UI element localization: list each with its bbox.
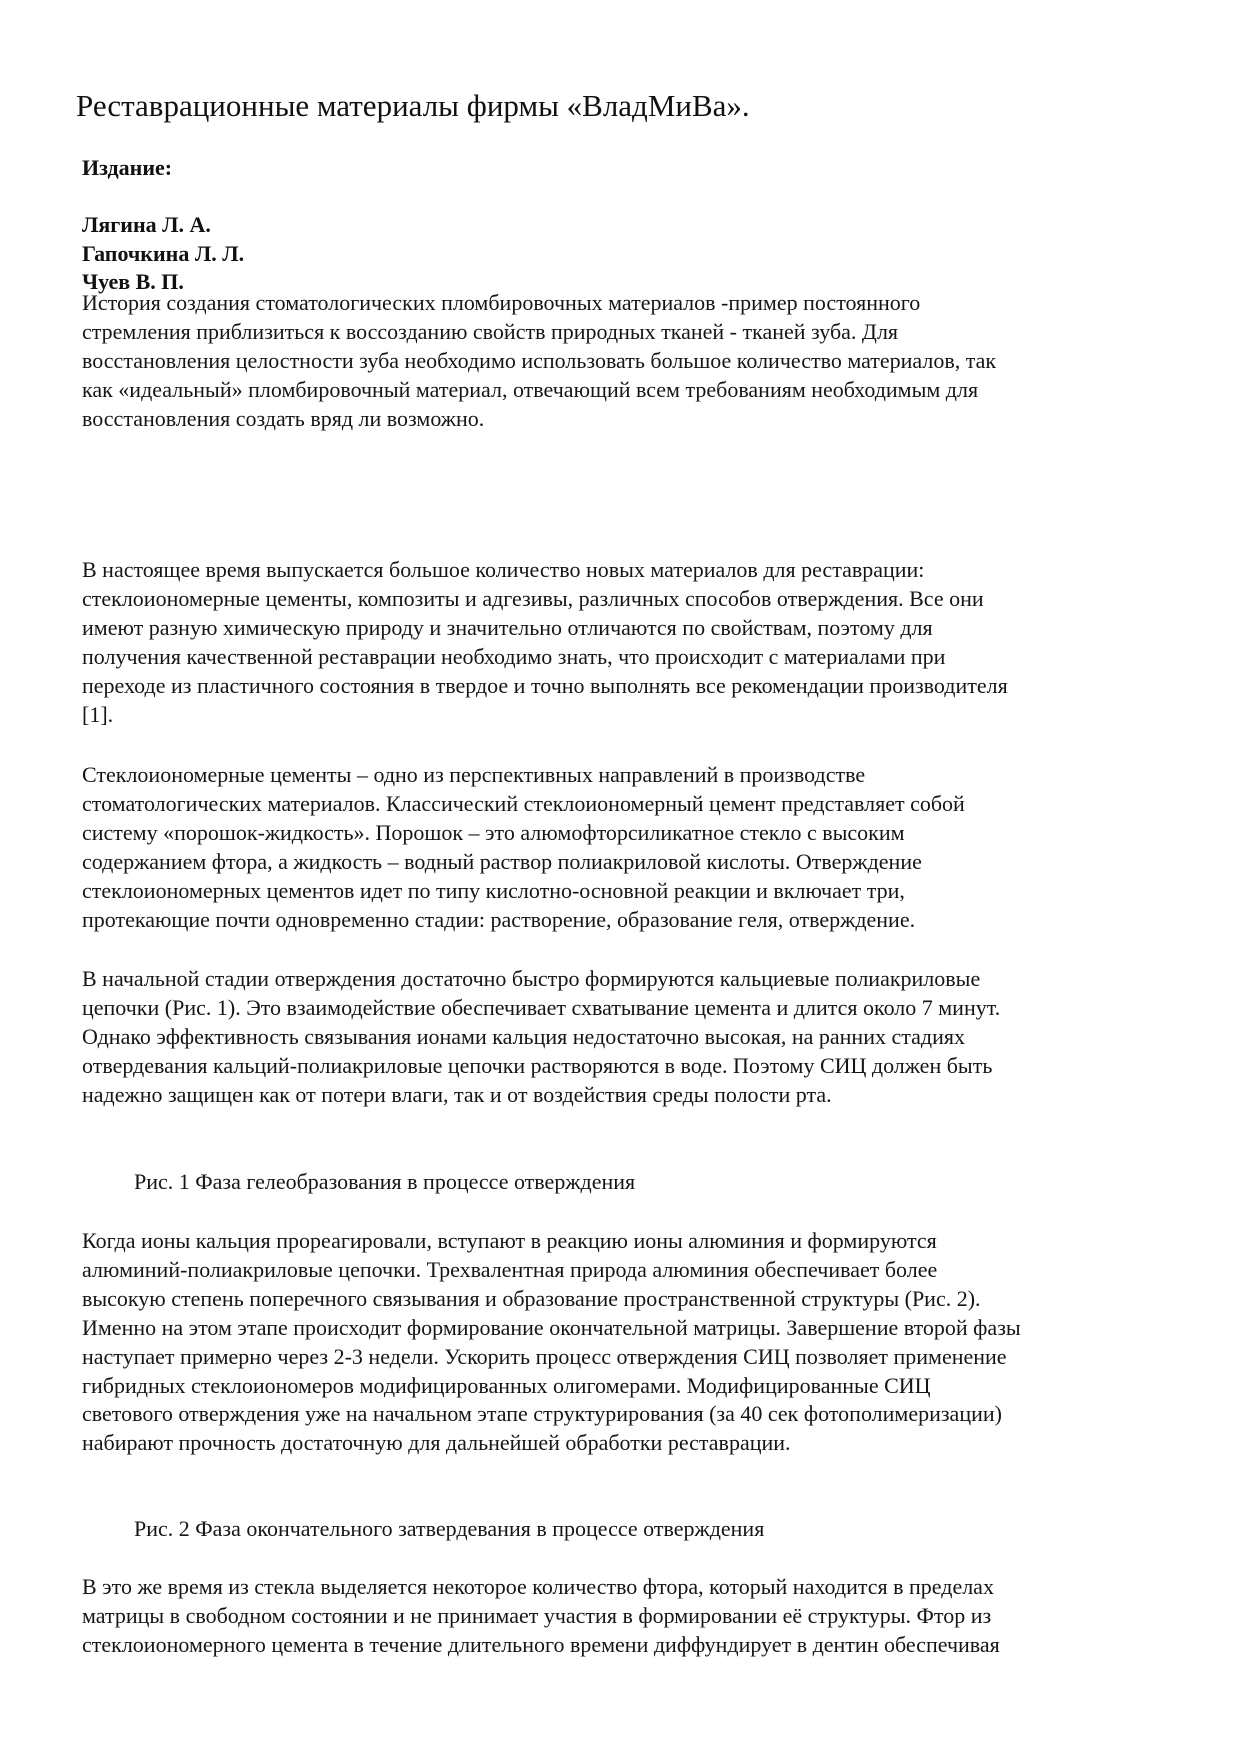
text-line: отвердевания кальций-полиакриловые цепочки растворяются в воде. Поэтому СИЦ должен быть bbox=[82, 1052, 993, 1078]
text-line: [1]. bbox=[82, 701, 114, 727]
text-line: цепочки (Рис. 1). Это взаимодействие обеспечивает схватывание цемента и длится около 7 минут. bbox=[82, 994, 1001, 1020]
figure-caption: Рис. 1 Фаза гелеобразования в процессе отверждения bbox=[134, 1169, 636, 1194]
author-list bbox=[82, 211, 244, 297]
text-line: светового отверждения уже на начальном этапе структурирования (за 40 сек фотополимеризации) bbox=[82, 1401, 1002, 1427]
figure-caption: Рис. 2 Фаза окончательного затвердевания в процессе отверждения bbox=[134, 1516, 765, 1541]
paragraph-glass-ionomer bbox=[82, 761, 965, 934]
text-line: имеют разную химическую природу и значительно отличаются по свойствам, поэтому для bbox=[82, 614, 933, 640]
text-line: стеклоиономерных цементов идет по типу кислотно-основной реакции и включает три, bbox=[82, 877, 905, 903]
author-name: Гапочкина Л. Л. bbox=[82, 240, 245, 266]
paragraph-fluoride bbox=[82, 1573, 1000, 1660]
text-line: набирают прочность достаточную для дальнейшей обработки реставрации. bbox=[82, 1430, 791, 1456]
text-line: стеклоиономерного цемента в течение длительного времени диффундирует в дентин обеспечивая bbox=[82, 1631, 1000, 1657]
text-line: В начальной стадии отверждения достаточно быстро формируются кальциевые полиакриловые bbox=[82, 966, 981, 991]
paragraph-history bbox=[82, 289, 996, 434]
text-line: История создания стоматологических пломбировочных материалов -пример постоянного bbox=[82, 290, 921, 315]
text-line: В это же время из стекла выделяется некоторое количество фтора, который находится в пределах bbox=[82, 1574, 994, 1599]
text-line: стремления приблизиться к воссозданию свойств природных тканей - тканей зуба. Для bbox=[82, 318, 899, 344]
author-name: Лягина Л. А. bbox=[82, 212, 211, 237]
text-line: переходе из пластичного состояния в твердое и точно выполнять все рекомендации производителя bbox=[82, 672, 1008, 698]
text-line: восстановления создать вряд ли возможно. bbox=[82, 405, 485, 431]
text-line: протекающие почти одновременно стадии: растворение, образование геля, отверждение. bbox=[82, 906, 916, 932]
text-line: восстановления целостности зуба необходимо использовать большое количество материалов, так bbox=[82, 347, 997, 373]
text-line: В настоящее время выпускается большое количество новых материалов для реставрации: bbox=[82, 557, 925, 582]
text-line: алюминий-полиакриловые цепочки. Трехвалентная природа алюминия обеспечивает более bbox=[82, 1256, 938, 1282]
text-line: Именно на этом этапе происходит формирование окончательной матрицы. Завершение второй фазы bbox=[82, 1314, 1021, 1340]
edition-label: Издание: bbox=[82, 155, 173, 180]
text-line: как «идеальный» пломбировочный материал, отвечающий всем требованиям необходимым для bbox=[82, 376, 979, 402]
paragraph-initial-stage bbox=[82, 965, 1000, 1110]
text-line: Однако эффективность связывания ионами кальция недостаточно высокая, на ранних стадиях bbox=[82, 1023, 965, 1049]
text-line: высокую степень поперечного связывания и образование пространственной структуры (Рис. 2). bbox=[82, 1285, 981, 1311]
text-line: наступает примерно через 2-3 недели. Ускорить процесс отверждения СИЦ позволяет применение bbox=[82, 1343, 1007, 1369]
document-title: Реставрационные материалы фирмы «ВладМиВа». bbox=[76, 88, 750, 123]
author-name: Чуев В. П. bbox=[82, 269, 184, 294]
text-line: гибридных стеклоиономеров модифицированных олигомерами. Модифицированные СИЦ bbox=[82, 1372, 931, 1398]
text-line: Когда ионы кальция прореагировали, вступают в реакцию ионы алюминия и формируются bbox=[82, 1228, 937, 1253]
text-line: содержанием фтора, а жидкость – водный раствор полиакриловой кислоты. Отверждение bbox=[82, 848, 922, 874]
text-line: получения качественной реставрации необходимо знать, что происходит с материалами при bbox=[82, 643, 946, 669]
text-line: стеклоиономерные цементы, композиты и адгезивы, различных способов отверждения. Все они bbox=[82, 585, 984, 611]
text-line: систему «порошок-жидкость». Порошок – это алюмофторсиликатное стекло с высоким bbox=[82, 819, 905, 845]
text-line: матрицы в свободном состоянии и не принимает участия в формировании её структуры. Фтор из bbox=[82, 1602, 992, 1628]
paragraph-current-materials bbox=[82, 556, 1008, 729]
paragraph-aluminium-stage bbox=[82, 1227, 1021, 1458]
text-line: стоматологических материалов. Классический стеклоиономерный цемент представляет собой bbox=[82, 790, 965, 816]
text-line: надежно защищен как от потери влаги, так и от воздействия среды полости рта. bbox=[82, 1081, 832, 1107]
text-line: Стеклоиономерные цементы – одно из перспективных направлений в производстве bbox=[82, 762, 866, 787]
